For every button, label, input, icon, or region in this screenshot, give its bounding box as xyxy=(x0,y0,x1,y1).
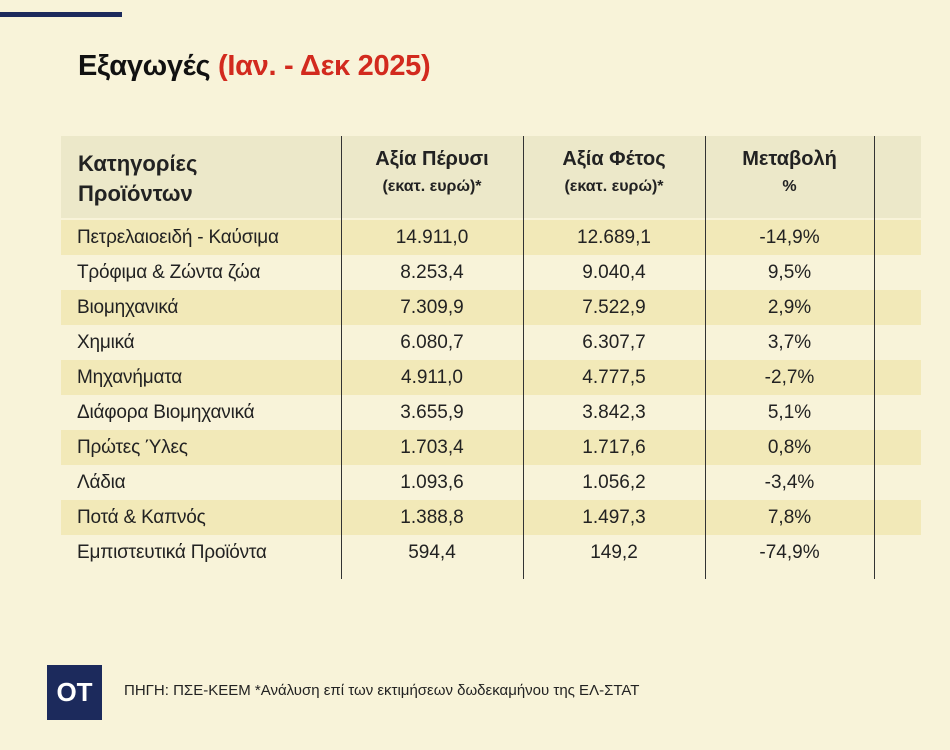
table-body xyxy=(61,220,921,570)
table-row xyxy=(61,220,921,255)
column-divider xyxy=(523,136,524,579)
table-row xyxy=(61,290,921,325)
cell-category: Πετρελαιοειδή - Καύσιμα xyxy=(77,227,279,248)
cell-category: Τρόφιμα & Ζώντα ζώα xyxy=(77,262,261,283)
column-header-last-year xyxy=(341,145,523,201)
cell-this-year: 1.056,2 xyxy=(582,472,646,493)
cell-this-year: 9.040,4 xyxy=(582,262,646,283)
cell-this-year: 6.307,7 xyxy=(582,332,646,353)
column-header-this-year-label: Αξία Φέτος xyxy=(562,148,666,170)
cell-change: -14,9% xyxy=(759,227,820,248)
publisher-logo: OT xyxy=(47,665,102,720)
title-main: Εξαγωγές xyxy=(78,50,211,82)
cell-last-year: 8.253,4 xyxy=(400,262,464,283)
table-row xyxy=(61,255,921,290)
column-header-change-label: Μεταβολή xyxy=(742,148,837,170)
column-header-this-year xyxy=(523,145,705,201)
column-divider xyxy=(705,136,706,579)
cell-last-year: 594,4 xyxy=(408,542,456,563)
cell-last-year: 3.655,9 xyxy=(400,402,464,423)
column-header-change xyxy=(705,145,874,201)
cell-category: Διάφορα Βιομηχανικά xyxy=(77,402,255,423)
cell-last-year: 14.911,0 xyxy=(395,227,469,248)
cell-last-year: 7.309,9 xyxy=(400,297,464,318)
cell-last-year: 6.080,7 xyxy=(400,332,464,353)
table-row xyxy=(61,395,921,430)
cell-this-year: 4.777,5 xyxy=(582,367,646,388)
column-header-this-year-unit: (εκατ. ευρώ)* xyxy=(564,178,664,195)
title-period: (Ιαν. - Δεκ 2025) xyxy=(218,50,431,82)
table-row xyxy=(61,325,921,360)
cell-category: Εμπιστευτικά Προϊόντα xyxy=(77,542,267,563)
cell-this-year: 7.522,9 xyxy=(582,297,646,318)
cell-change: -2,7% xyxy=(764,367,815,388)
table-row xyxy=(61,430,921,465)
cell-last-year: 4.911,0 xyxy=(401,367,463,388)
source-note: ΠΗΓΗ: ΠΣΕ-ΚΕΕΜ *Ανάλυση επί των εκτιμήσεων δωδεκαμήνου της ΕΛ-ΣΤΑΤ xyxy=(124,682,640,699)
cell-change: -74,9% xyxy=(759,542,820,563)
cell-change: -3,4% xyxy=(764,472,815,493)
column-header-last-year-label: Αξία Πέρυσι xyxy=(375,148,489,170)
cell-change: 2,9% xyxy=(767,297,812,318)
column-header-last-year-unit: (εκατ. ευρώ)* xyxy=(382,178,482,195)
column-header-category: Κατηγορίες Προϊόντων xyxy=(78,151,198,206)
cell-last-year: 1.388,8 xyxy=(400,507,464,528)
cell-change: 9,5% xyxy=(767,262,812,283)
cell-last-year: 1.703,4 xyxy=(400,437,464,458)
table-row xyxy=(61,500,921,535)
top-accent-rule xyxy=(0,12,122,17)
table-row xyxy=(61,465,921,500)
cell-change: 7,8% xyxy=(767,507,812,528)
cell-category: Βιομηχανικά xyxy=(77,297,179,318)
page-title xyxy=(78,50,430,83)
column-divider xyxy=(874,136,875,579)
exports-table xyxy=(61,136,921,579)
cell-category: Λάδια xyxy=(77,472,126,493)
cell-category: Ποτά & Καπνός xyxy=(77,507,206,528)
cell-this-year: 149,2 xyxy=(590,542,638,563)
cell-this-year: 1.717,6 xyxy=(582,437,646,458)
cell-last-year: 1.093,6 xyxy=(400,472,464,493)
cell-category: Χημικά xyxy=(77,332,135,353)
cell-this-year: 3.842,3 xyxy=(582,402,646,423)
cell-change: 3,7% xyxy=(767,332,812,353)
table-row xyxy=(61,360,921,395)
column-divider xyxy=(341,136,342,579)
cell-category: Πρώτες Ύλες xyxy=(77,437,188,458)
cell-this-year: 1.497,3 xyxy=(582,507,646,528)
cell-change: 0,8% xyxy=(767,437,812,458)
column-header-change-unit: % xyxy=(782,178,797,195)
cell-change: 5,1% xyxy=(767,402,812,423)
cell-this-year: 12.689,1 xyxy=(577,227,651,248)
table-row xyxy=(61,535,921,570)
cell-category: Μηχανήματα xyxy=(77,367,183,388)
